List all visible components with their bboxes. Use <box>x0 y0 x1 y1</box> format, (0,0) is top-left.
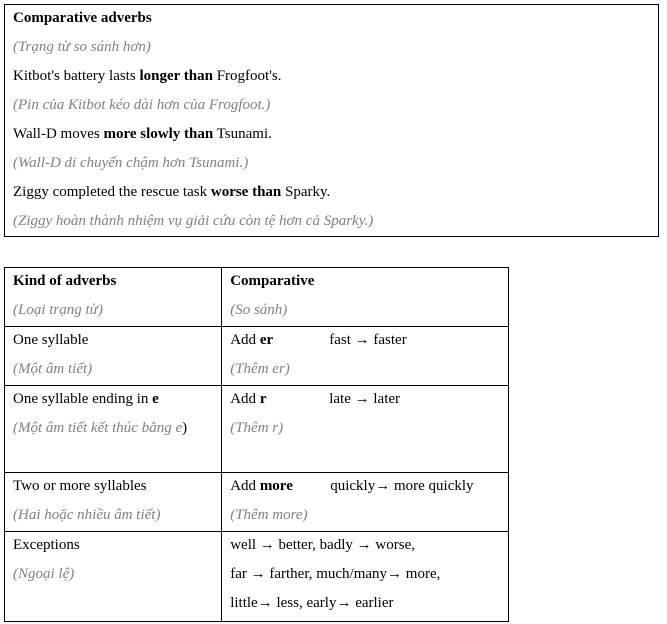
kind-cell <box>5 386 222 473</box>
example-3-vi: (Ziggy hoàn thành nhiệm vụ giải cứu còn tệ hơn cả Sparky.) <box>13 213 374 229</box>
rule-example: late → later <box>329 391 401 407</box>
example-3: Ziggy completed the rescue task worse than Sparky. <box>13 184 331 200</box>
example-1: Kitbot's battery lasts longer than Frogfoot's. <box>13 68 282 84</box>
kind-cell <box>5 532 222 622</box>
kind-label: One syllable <box>13 332 89 348</box>
rule-line: Add more quickly→ more quickly <box>230 478 474 494</box>
rule-line: Add er fast → faster <box>230 332 407 348</box>
rule-vi: (Thêm r) <box>230 420 284 436</box>
exception-line: far → farther, much/many→ more, <box>230 566 441 582</box>
header-kind-vi: (Loại trạng từ) <box>13 302 103 318</box>
header-kind: Kind of adverbs <box>13 273 117 289</box>
rule-example: fast → faster <box>329 332 407 348</box>
kind-label-vi: (Một âm tiết) <box>13 361 93 377</box>
table-header-row <box>5 268 509 327</box>
kind-cell <box>5 327 222 386</box>
table-row <box>5 327 509 386</box>
comparative-adverbs-box <box>4 4 659 237</box>
table-row <box>5 473 509 532</box>
rule-vi: (Thêm more) <box>230 507 308 523</box>
example-1-vi: (Pin của Kitbot kéo dài hơn của Frogfoot.) <box>13 97 271 113</box>
rule-example: quickly→ more quickly <box>330 478 474 494</box>
kind-label-vi: (Một âm tiết kết thúc bằng e) <box>13 420 188 436</box>
rule-cell <box>222 386 509 473</box>
kind-label-vi: (Ngoại lệ) <box>13 566 75 582</box>
exception-line: well → better, badly → worse, <box>230 537 415 553</box>
header-comparative: Comparative <box>230 273 315 289</box>
header-comparative-cell <box>222 268 509 327</box>
kind-cell <box>5 473 222 532</box>
example-2-vi: (Wall-D di chuyển chậm hơn Tsunami.) <box>13 155 249 171</box>
example-2: Wall-D moves more slowly than Tsunami. <box>13 126 272 142</box>
exception-line: little→ less, early→ earlier <box>230 595 394 611</box>
kind-label: Two or more syllables <box>13 478 147 494</box>
table-row <box>5 532 509 622</box>
box-title-vi: (Trạng từ so sánh hơn) <box>13 39 151 55</box>
kind-label: One syllable ending in e <box>13 391 159 407</box>
box-title: Comparative adverbs <box>13 10 152 26</box>
rule-vi: (Thêm er) <box>230 361 290 377</box>
exceptions-cell <box>222 532 509 622</box>
rule-cell <box>222 327 509 386</box>
rule-line: Add r late → later <box>230 391 401 407</box>
table-row <box>5 386 509 473</box>
header-comparative-vi: (So sánh) <box>230 302 288 318</box>
kind-label: Exceptions <box>13 537 80 553</box>
comparative-rules-table <box>4 267 509 622</box>
header-kind-cell <box>5 268 222 327</box>
rule-cell <box>222 473 509 532</box>
kind-label-vi: (Hai hoặc nhiều âm tiết) <box>13 507 161 523</box>
